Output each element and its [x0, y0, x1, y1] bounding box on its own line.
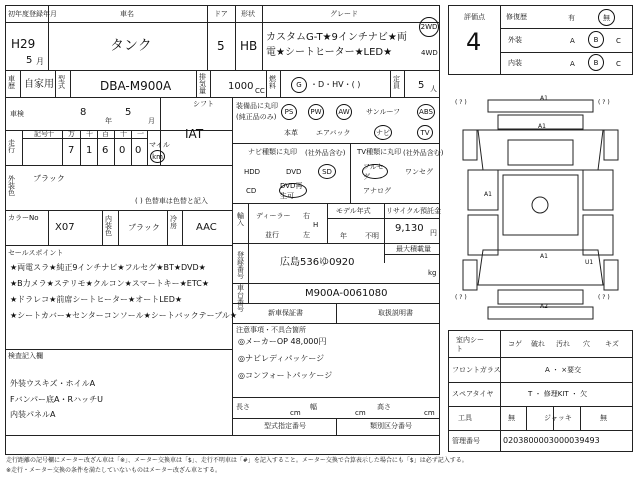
length-label: 長さ	[236, 403, 250, 411]
recycle-value: 9,130	[395, 223, 424, 234]
tv-label: TV種類に丸印	[357, 148, 402, 156]
registration-label: 登録番号	[237, 251, 244, 280]
registration-number: 広島536ゆ0920	[280, 257, 355, 268]
mileage-col-1: 一	[137, 130, 144, 138]
fuel-g-circle: G	[291, 77, 307, 93]
sales-point-line: ★両電スラ★純正9インチナビ★フルセグ★BT★DVD★	[10, 263, 206, 272]
inspector-line: 内装パネルA	[10, 410, 56, 419]
footer-line2: ※走行・メーター交換の条件を満たしていないものはメーター改ざん車とする。	[6, 467, 222, 474]
navi-dvd-play: DVD再生可	[279, 183, 307, 198]
capacity-unit: 人	[430, 85, 437, 93]
note-line: ◎コンフォートパッケージ	[238, 371, 333, 380]
diagram-label-left: A1	[484, 191, 492, 198]
max-load-label: 最大積載量	[396, 245, 431, 253]
new-car-warranty: 新車保証書	[268, 309, 303, 317]
displacement-label: 排気量	[199, 73, 206, 95]
height-label: 高さ	[377, 403, 391, 411]
equipment-label: 装備品に丸印	[236, 102, 278, 110]
score-label: 評価点	[464, 13, 485, 21]
diagram-bracket: ( ? )	[598, 294, 610, 301]
model-label: 型式	[58, 75, 65, 90]
sales-point-line: ★ドラレコ★前席シートヒーター★オートLED★	[10, 295, 183, 304]
mileage-col-100: 百	[102, 130, 109, 138]
grade-c: C	[616, 60, 621, 68]
import-right: 右	[303, 212, 310, 220]
ac-label: 冷房	[170, 215, 177, 230]
grade-line2: 電★シートヒーター★LED★	[266, 47, 393, 58]
interior-opt-scratch: キズ	[605, 340, 619, 348]
doors-label: ドア	[214, 10, 228, 18]
import-dealer: ディーラー	[256, 212, 291, 220]
management-label: 管理番号	[452, 437, 480, 445]
body-value: HB	[240, 39, 258, 53]
diagram-label-rear: U1	[585, 259, 594, 266]
equip-ps: PS	[281, 104, 297, 120]
width-cm: cm	[355, 409, 366, 417]
grade-line1: カスタムG-T★9インチナビ★両	[266, 32, 407, 43]
recycle-label: リサイクル預託金	[386, 207, 442, 215]
diagram-bracket: ( ? )	[598, 99, 610, 106]
equip-navi: ナビ	[374, 125, 392, 140]
drive-2wd-circle: 2WD	[419, 17, 439, 37]
drive-4wd: 4WD	[421, 49, 438, 57]
exterior-grade-circle: B	[588, 31, 604, 48]
mileage-unit-km-circle: km	[150, 150, 165, 163]
doors-value: 5	[217, 39, 225, 53]
tv-analog: アナログ	[363, 187, 391, 195]
manual: 取扱説明書	[378, 309, 413, 317]
tv-oneseg: ワンセグ	[405, 168, 433, 176]
diagram-label-front: A1	[540, 95, 548, 102]
car-name-label: 車名	[120, 10, 134, 18]
repair-label: 修復歴	[506, 13, 527, 21]
glass-value: A ・ ×要交	[545, 366, 582, 374]
jack-label: ジャッキ	[544, 414, 572, 422]
inspector-label: 検査記入欄	[8, 352, 43, 360]
note-line: ◎メーカーOP 48,000円	[238, 337, 327, 346]
interior-check-label: 室内シート	[456, 336, 484, 354]
exterior-label: 外装色	[8, 175, 15, 197]
mileage-col-100k: 十	[47, 130, 54, 138]
mileage-col-10: 十	[120, 130, 127, 138]
mileage-col-1k: 千	[86, 130, 93, 138]
exterior-note: ( ) 色替車は色替と記入	[135, 197, 208, 205]
inspection-month-unit: 月	[148, 117, 155, 125]
interior-opt-hole: 穴	[583, 340, 590, 348]
import-parallel: 並行	[265, 231, 279, 239]
equip-pw: PW	[308, 104, 324, 120]
width-label: 幅	[310, 403, 317, 411]
import-left: 左	[303, 231, 310, 239]
inspection-label: 車検	[10, 110, 24, 118]
interior-color: ブラック	[128, 223, 160, 232]
shift-label: シフト	[193, 100, 214, 108]
equip-aw: AW	[336, 104, 352, 120]
exterior-color: ブラック	[33, 174, 65, 183]
spare-value: T ・ 修理KIT ・ 欠	[528, 390, 588, 398]
tv-fullseg: フルセグ	[362, 164, 388, 179]
mileage-label: 走行	[8, 139, 15, 154]
navi-dvd: DVD	[286, 168, 302, 176]
exterior-grade-label: 外装	[508, 36, 522, 44]
model-year-label: モデル年式	[336, 207, 371, 215]
grade-label: グレード	[330, 10, 358, 18]
model-year-value: 不明	[365, 232, 379, 240]
type-cert-label: 型式指定番号	[264, 422, 306, 430]
class-no-label: 類別区分番号	[370, 422, 412, 430]
equipment-sub: (純正品のみ)	[236, 113, 277, 121]
length-cm: cm	[290, 409, 301, 417]
repair-yes: 有	[568, 14, 575, 22]
first-reg-era: H29	[11, 37, 36, 51]
grade-a: A	[570, 60, 575, 68]
mileage-digit: 0	[119, 145, 126, 156]
use-value: 自家用	[24, 79, 54, 90]
capacity-label: 定員	[393, 75, 400, 90]
jack-value: 無	[600, 414, 607, 422]
inspection-year-unit: 年	[105, 117, 112, 125]
capacity-value: 5	[418, 80, 425, 91]
month-unit: 月	[36, 57, 44, 66]
import-label: 輸入	[237, 212, 244, 227]
equip-airbag: エアバック	[316, 129, 351, 137]
interior-grade-circle: B	[588, 54, 604, 71]
chassis-label: 車台番号	[237, 284, 244, 313]
score-value: 4	[466, 28, 482, 56]
interior-opt-scorch: コゲ	[508, 340, 522, 348]
body-label: 形状	[241, 10, 255, 18]
diagram-bracket: ( ? )	[455, 294, 467, 301]
navi-sub: (社外品含む)	[305, 149, 346, 157]
diagram-label-roof: A1	[538, 123, 546, 130]
fuel-label: 燃料	[269, 75, 276, 90]
color-no: X07	[55, 222, 75, 233]
equip-sunroof: サンルーフ	[366, 108, 401, 116]
inspection-month: 5	[125, 107, 132, 118]
sales-point-line: ★シートカバー★センターコンソール★シートバックテーブル★	[10, 311, 238, 320]
navi-sd: SD	[318, 164, 336, 179]
navi-label: ナビ種類に丸印	[248, 148, 297, 156]
mileage-digit: 1	[86, 145, 93, 156]
note-line: ◎ナビレディパッケージ	[238, 354, 325, 363]
interior-label: 内装色	[105, 215, 112, 237]
notes-label: 注意事項・不具合箇所	[236, 326, 306, 334]
diagram-label-bumper: A1	[540, 253, 548, 260]
interior-opt-tear: 破れ	[531, 340, 545, 348]
equip-leather: 本革	[284, 129, 298, 137]
footer-line1: 走行距離の記号欄にメーター改ざん車は「※」、メーター交換車は「$」、走行不明車は「#」を記入すること。メーター交換で合算表示した場合にも「$」は必ず記入する。	[6, 457, 468, 464]
import-handle: H	[313, 221, 319, 229]
tv-sub: (社外品含む)	[403, 149, 444, 157]
inspection-year: 8	[80, 107, 87, 118]
sales-point-line: ★B力メラ★ステリモ★クルコン★スマートキー★ETC★	[10, 279, 210, 288]
car-outline-diagram	[448, 80, 633, 325]
navi-cd: CD	[246, 187, 257, 195]
car-name: タンク	[110, 38, 152, 54]
max-load-kg: kg	[428, 269, 437, 277]
mileage-col-sign: 記号	[34, 130, 48, 138]
use-label: 車歴	[8, 75, 15, 90]
fuel-options: ・D・HV・( )	[310, 80, 361, 89]
cc-unit: CC	[255, 87, 265, 95]
diagram-label-bottom: A2	[540, 303, 548, 310]
mileage-digit: 6	[102, 145, 109, 156]
equip-tv: TV	[417, 125, 433, 140]
mileage-digit: 7	[68, 145, 75, 156]
management-number: 0203800003000039493	[503, 436, 600, 445]
tools-value: 無	[508, 414, 515, 422]
color-no-label: カラーNo	[8, 214, 39, 222]
shift-value: IAT	[185, 127, 204, 141]
height-cm: cm	[424, 409, 435, 417]
sales-points-label: セールスポイント	[8, 249, 64, 257]
mileage-digit: 0	[135, 145, 142, 156]
ac-value: AAC	[196, 222, 217, 233]
first-reg-month: 5	[26, 55, 33, 66]
interior-opt-dirt: 汚れ	[556, 340, 570, 348]
first-reg-label: 初年度登録年月	[8, 10, 57, 18]
equip-abs: ABS	[417, 104, 435, 120]
displacement-value: 1000	[228, 81, 254, 92]
tools-label: 工具	[458, 414, 472, 422]
spare-label: スペアタイヤ	[452, 390, 494, 398]
grade-a: A	[570, 37, 575, 45]
mileage-unit-mile: マイル	[149, 141, 170, 149]
navi-hdd: HDD	[244, 168, 261, 176]
repair-none-circle: 無	[598, 9, 615, 26]
inspector-line: 外装ウスキズ・ホイルA	[10, 379, 96, 388]
inspector-line: Fバンパー底A・RハッチU	[10, 395, 103, 404]
model-year-unit: 年	[340, 232, 347, 240]
grade-c: C	[616, 37, 621, 45]
chassis-number: M900A-0061080	[305, 288, 388, 299]
recycle-unit: 円	[430, 229, 437, 237]
interior-grade-label: 内装	[508, 59, 522, 67]
model-value: DBA-M900A	[100, 79, 172, 93]
diagram-bracket: ( ? )	[455, 99, 467, 106]
glass-label: フロントガラス	[452, 366, 501, 374]
mileage-col-10k: 万	[68, 130, 75, 138]
